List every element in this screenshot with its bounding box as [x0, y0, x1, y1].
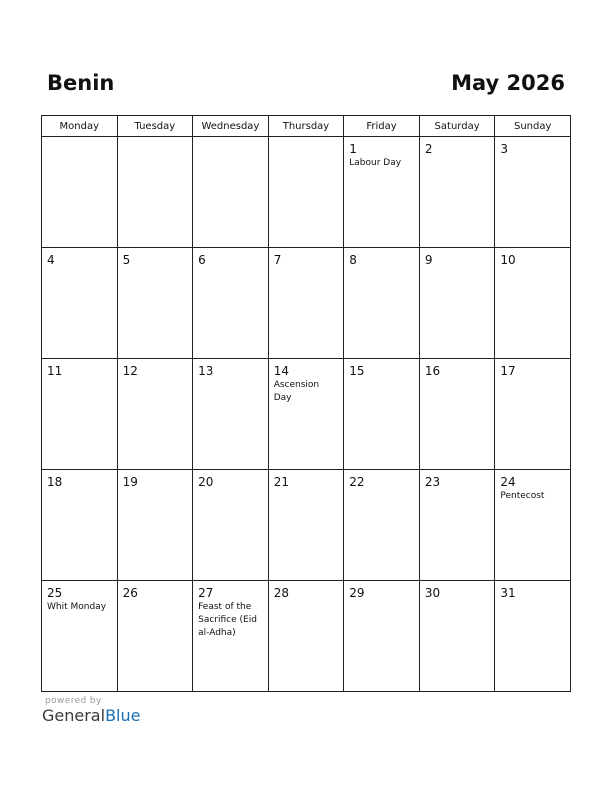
- day-number: 19: [122, 475, 138, 489]
- day-cell: [495, 248, 571, 359]
- day-number: 2: [424, 142, 433, 156]
- brand-logo[interactable]: [42, 707, 140, 725]
- day-number: 5: [122, 253, 131, 267]
- day-cell: [344, 470, 420, 581]
- day-number: 17: [500, 364, 516, 378]
- day-number: 12: [122, 364, 138, 378]
- calendar-grid: [41, 115, 571, 692]
- day-cell: [344, 359, 420, 470]
- holiday-label: Feast of the Sacrifice (Eid al-Adha): [198, 602, 257, 638]
- day-cell: [42, 137, 118, 248]
- day-cell: [268, 359, 344, 470]
- day-cell: [42, 470, 118, 581]
- day-number: 20: [198, 475, 214, 489]
- weekday-header: Wednesday: [193, 116, 269, 137]
- day-number: 27: [198, 586, 214, 600]
- day-cell: [117, 248, 193, 359]
- day-cell: [344, 581, 420, 692]
- day-number: 10: [500, 253, 516, 267]
- day-number: 23: [424, 475, 441, 489]
- day-cell: [419, 137, 495, 248]
- day-number: 28: [273, 586, 289, 600]
- day-cell: [344, 248, 420, 359]
- day-cell: [495, 581, 571, 692]
- day-cell: [193, 359, 269, 470]
- day-cell: [42, 581, 118, 692]
- week-row: [42, 359, 571, 470]
- day-number: 3: [500, 142, 509, 156]
- weekday-header-row: [42, 116, 571, 137]
- day-cell: [117, 359, 193, 470]
- day-cell: [495, 137, 571, 248]
- brand-name-part2: Blue: [105, 706, 141, 725]
- day-number: 30: [424, 586, 441, 600]
- day-number: 1: [349, 142, 357, 156]
- day-number: 29: [349, 586, 365, 600]
- holiday-label: Ascension Day: [273, 380, 320, 403]
- day-cell: [268, 470, 344, 581]
- weekday-header: Saturday: [419, 116, 495, 137]
- day-cell: [344, 137, 420, 248]
- day-cell: [268, 581, 344, 692]
- day-cell: [193, 137, 269, 248]
- day-number: 13: [198, 364, 214, 378]
- country-title: Benin: [47, 71, 115, 95]
- day-cell: [268, 248, 344, 359]
- brand-name-part1: General: [42, 706, 106, 725]
- holiday-label: Whit Monday: [47, 602, 107, 612]
- powered-by-text: powered by: [45, 696, 102, 706]
- day-cell: [42, 248, 118, 359]
- day-number: 6: [198, 253, 206, 267]
- day-cell: [419, 470, 495, 581]
- day-number: 14: [273, 364, 289, 378]
- weekday-header: Sunday: [495, 116, 571, 137]
- day-number: 22: [349, 475, 365, 489]
- day-number: 21: [273, 475, 289, 489]
- week-row: [42, 470, 571, 581]
- holiday-label: Pentecost: [500, 491, 545, 501]
- day-cell: [193, 470, 269, 581]
- day-number: 11: [47, 364, 63, 378]
- day-number: 15: [349, 364, 365, 378]
- footer-branding[interactable]: [42, 696, 140, 725]
- day-cell: [193, 248, 269, 359]
- day-number: 24: [500, 475, 516, 489]
- day-cell: [495, 359, 571, 470]
- day-number: 25: [47, 586, 63, 600]
- day-cell: [117, 137, 193, 248]
- day-cell: [495, 470, 571, 581]
- week-row: [42, 581, 571, 692]
- day-number: 4: [47, 253, 55, 267]
- weekday-header: Thursday: [268, 116, 344, 137]
- day-number: 8: [349, 253, 357, 267]
- day-cell: [419, 359, 495, 470]
- day-number: 18: [47, 475, 63, 489]
- holiday-label: Labour Day: [349, 158, 402, 168]
- month-year-title: May 2026: [451, 71, 565, 95]
- day-cell: [42, 359, 118, 470]
- weekday-header: Friday: [344, 116, 420, 137]
- week-row: [42, 248, 571, 359]
- day-number: 7: [273, 253, 282, 267]
- day-number: 9: [424, 253, 433, 267]
- day-cell: [117, 470, 193, 581]
- week-row: [42, 137, 571, 248]
- weekday-header: Monday: [42, 116, 118, 137]
- day-cell: [419, 248, 495, 359]
- day-number: 26: [122, 586, 138, 600]
- day-cell: [268, 137, 344, 248]
- weekday-header: Tuesday: [117, 116, 193, 137]
- day-number: 16: [424, 364, 441, 378]
- day-cell: [193, 581, 269, 692]
- day-number: 31: [500, 586, 516, 600]
- day-cell: [117, 581, 193, 692]
- day-cell: [419, 581, 495, 692]
